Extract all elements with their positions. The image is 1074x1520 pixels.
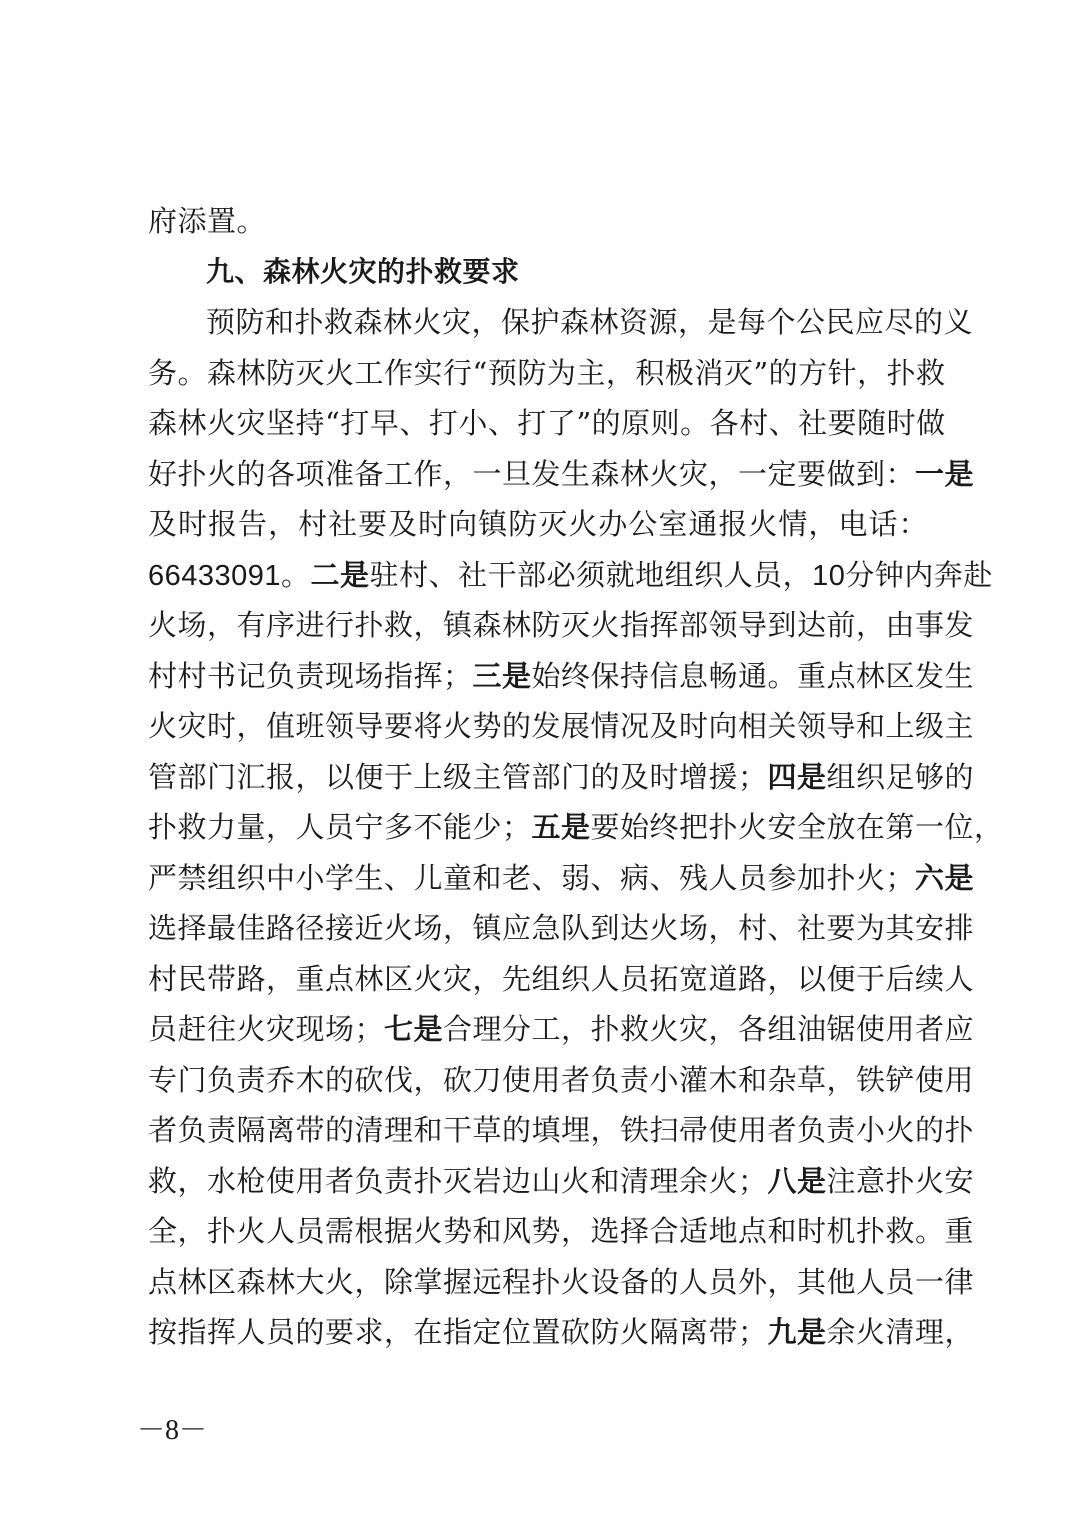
text-line (148, 903, 975, 954)
keyword-bold: 七是 (384, 1012, 444, 1046)
text-segment: 注意扑火安 (826, 1163, 975, 1198)
text-segment: 森林火灾坚持“打早、打小、打了”的原则。各村、社要随时做 (148, 406, 946, 440)
text-line (148, 1004, 975, 1055)
keyword-bold: 八是 (767, 1163, 827, 1198)
heading-text: 九、森林火灾的扑救要求 (206, 254, 520, 288)
text-line (148, 449, 975, 500)
text-segment: 村民带路，重点林区火灾，先组织人员拓宽道路，以便于后续人 (148, 961, 975, 996)
text-line (148, 600, 975, 651)
text-segment: 合理分工，扑救火灾，各组油锯使用者应 (443, 1012, 975, 1046)
text-segment: 全，扑火人员需根据火势和风势，选择合适地点和时机扑救。重 (148, 1214, 975, 1248)
keyword-bold: 四是 (767, 759, 827, 794)
text-segment: 专门负责乔木的砍伐，砍刀使用者负责小灌木和杂草，铁铲使用 (148, 1062, 975, 1097)
text-line (148, 651, 975, 702)
text-segment: 火场，有序进行扑救，镇森林防灭火指挥部领导到达前，由事发 (148, 608, 975, 642)
text-segment: 余火清理， (826, 1315, 975, 1349)
page-number: －8－ (137, 1415, 208, 1446)
text-segment: 火灾时，值班领导要将火势的发展情况及时向相关领导和上级主 (148, 709, 975, 743)
keyword-bold: 一是 (915, 456, 975, 491)
text-line (148, 802, 1004, 853)
keyword-bold: 三是 (472, 658, 532, 693)
keyword-bold: 二是 (310, 557, 370, 592)
text-line (148, 752, 975, 803)
text-line (148, 348, 946, 399)
text-segment: 好扑火的各项准备工作，一旦发生森林火灾，一定要做到： (148, 456, 916, 491)
text-segment: 要始终把扑火安全放在第一位， (590, 810, 1004, 844)
text-segment: 严禁组织中小学生、儿童和老、弱、病、残人员参加扑火； (148, 860, 916, 895)
text-segment: 始终保持信息畅通。重点林区发生 (531, 658, 975, 693)
keyword-bold: 五是 (531, 810, 591, 844)
number-text: 10 (812, 559, 846, 592)
text-line (148, 1307, 975, 1358)
text-segment: 及时报告，村社要及时向镇防灭火办公室通报火情，电话： (148, 507, 928, 541)
text-segment: 务。森林防灭火工作实行“预防为主，积极消灭”的方针，扑救 (148, 355, 946, 390)
keyword-bold: 九是 (767, 1315, 827, 1349)
text-segment: 管部门汇报，以便于上级主管部门的及时增援； (148, 759, 768, 794)
text-segment: 府添置。 (148, 204, 267, 238)
text-line (148, 1055, 975, 1106)
text-line (148, 398, 946, 449)
text-segment: 员赶往火灾现场； (148, 1012, 385, 1046)
text-line (148, 196, 928, 247)
text-segment: 者负责隔离带的清理和干草的填埋，铁扫帚使用者负责小火的扑 (148, 1113, 975, 1147)
text-line (148, 853, 975, 904)
text-line (148, 1156, 975, 1207)
text-segment: 点林区森林大火，除掌握远程扑火设备的人员外，其他人员一律 (148, 1264, 975, 1299)
text-segment: 村村书记负责现场指挥； (148, 658, 473, 693)
text-line (148, 1206, 975, 1257)
text-segment: 扑救力量，人员宁多不能少； (148, 810, 532, 844)
text-line (148, 550, 993, 601)
text-line (148, 499, 928, 550)
text-segment: 按指挥人员的要求，在指定位置砍防火隔离带； (148, 1315, 768, 1349)
section-heading (148, 247, 928, 298)
text-segment: 。 (281, 557, 311, 592)
text-line (148, 701, 975, 752)
text-segment: 选择最佳路径接近火场，镇应急队到达火场，村、社要为其安排 (148, 911, 975, 945)
text-line (148, 1257, 975, 1308)
text-line (148, 1105, 975, 1156)
text-segment: 驻村、社干部必须就地组织人员， (369, 557, 813, 592)
phone-number: 66433091 (148, 559, 282, 592)
text-segment: 救，水枪使用者负责扑灭岩边山火和清理余火； (148, 1163, 768, 1198)
text-segment: 分钟内奔赴 (845, 557, 993, 592)
keyword-bold: 六是 (915, 860, 975, 895)
text-segment: 组织足够的 (826, 759, 975, 794)
text-line (148, 954, 975, 1005)
text-segment: 预防和扑救森林火灾，保护森林资源，是每个公民应尽的义 (206, 305, 974, 339)
text-line (148, 297, 974, 348)
document-body (148, 196, 1004, 1358)
